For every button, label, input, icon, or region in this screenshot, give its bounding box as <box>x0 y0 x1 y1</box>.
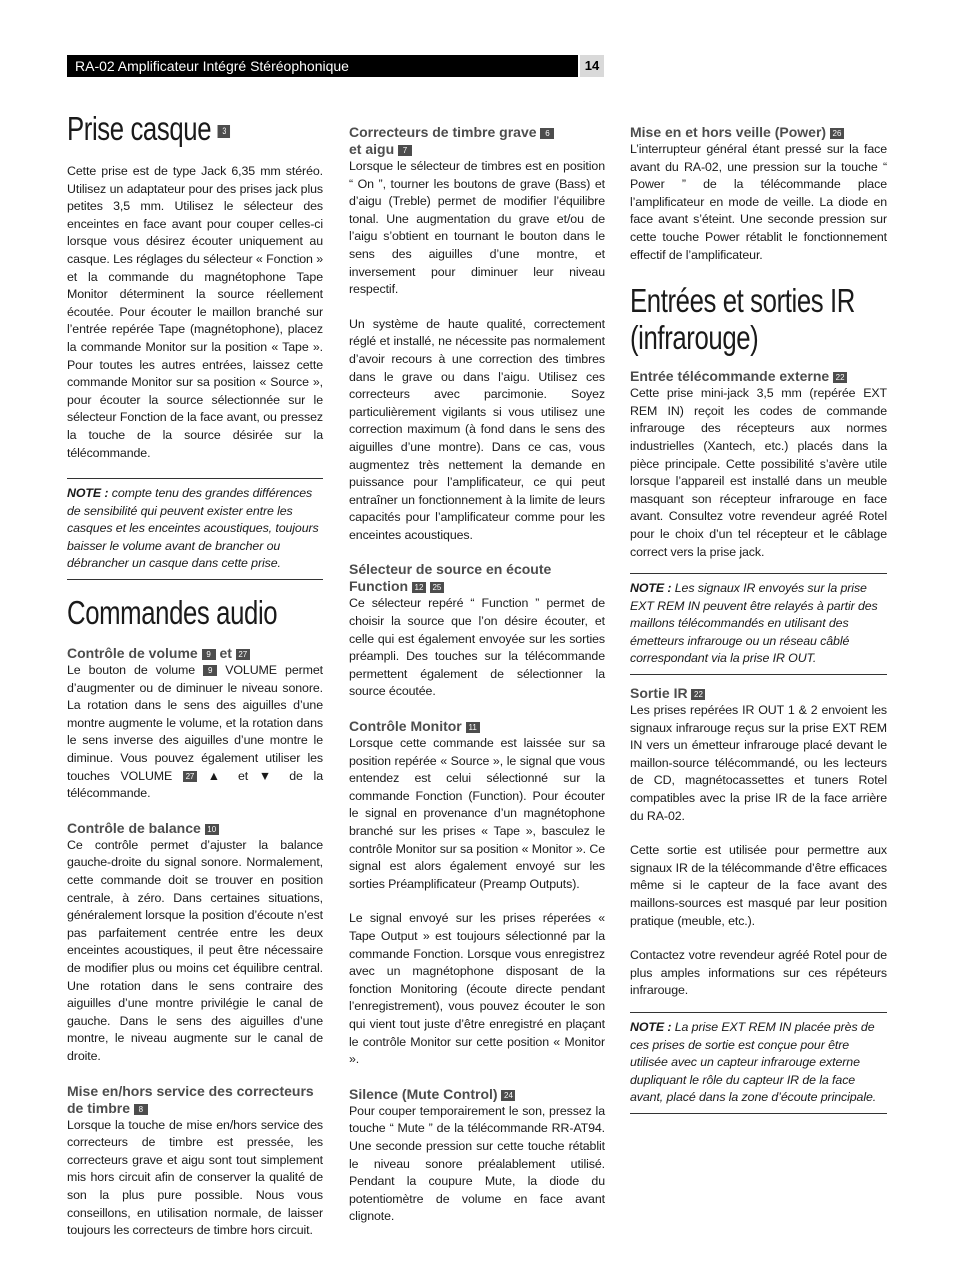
paragraph-volume: Le bouton de volume 9 VOLUME permet d’augmenter ou de diminuer le niveau sonore. La rotation dans le sens des aiguilles d’une montre augmente le volume, et la rotation dans le sens inverse des aiguilles d’une montre le diminue. Vous pouvez également utiliser les touches VOLUME 27 ▲ et ▼ de la télécommande. <box>67 663 323 801</box>
paragraph-sortie-2: Cette sortie est utilisée pour permettre aux signaux IR de la télécommande d’être efficaces même si le capteur de la face avant des maillons-sources est masqué par leur position pratique (meuble, etc.). <box>630 843 887 928</box>
subheading-balance: Contrôle de balance 10 <box>67 820 323 837</box>
ref-badge: 25 <box>430 582 444 593</box>
ref-badge: 24 <box>501 1090 515 1101</box>
column-2 <box>349 124 605 1226</box>
paragraph-sortie-3: Contactez votre revendeur agréé Rotel pour de plus amples informations sur ces répéteurs infrarouge. <box>630 948 887 998</box>
subheading-monitor: Contrôle Monitor 11 <box>349 718 605 735</box>
heading-prise-casque: Prise casque 3 <box>67 110 267 147</box>
ref-badge: 6 <box>540 128 554 139</box>
subheading-entree-telecommande: Entrée télécommande externe 22 <box>630 368 887 385</box>
paragraph-grave-2: Un système de haute qualité, correctement réglé et installé, ne nécessite pas normalement d’avoir recours à une correction des timbres dans le grave ou dans l’aigu. Utilisez ces correcteurs avec parcimonie. Soyez particulièrement vigilants si vous utilisez une correction maximum (à fond dans le sens des aiguilles d’une montre). Dans ce cas, vous augmentez très nettement la demande en puissance pour l’amplificateur, ce qui peut entraîner un fonctionnement à la limite de leurs capacités pour l’amplificateur comme pour les enceintes acoustiques. <box>349 316 605 542</box>
paragraph-selecteur: Ce sélecteur repéré “ Function ” permet de choisir la source que l’on désire écouter, et celle qui est également envoyée sur les sorties préampli. Des touches sur la télécommande permettent également de sélectionner la source écoutée. <box>349 596 605 699</box>
paragraph-entree: Cette prise mini-jack 3,5 mm (repérée EXT REM IN) reçoit les codes de commande infrarouge des récepteurs aux normes industrielles (Xantech, etc.) placés dans la pièce principale. Cette possibilité s’avère utile lorsque l’appareil est installé dans un meuble masquant son récepteur infrarouge en face avant. Consultez votre revendeur agréé Rotel pour le choix d’un tel récepteur et le câblage correct vers la prise jack. <box>630 386 887 559</box>
ref-badge: 27 <box>236 649 250 660</box>
ref-badge: 3 <box>218 125 230 138</box>
paragraph-monitor-1: Lorsque cette commande est laissée sur sa position repérée « Source », le signal que vous entendez est celui sélectionné sur la commande Fonction (Function). Pour écouter le signal en provenance d’un magnétophone branché sur les prises « Tape », basculez le contrôle Monitor sur sa position « Monitor ». Ce signal est alors également envoyé sur les sorties Préamplificateur (Preamp Outputs). <box>349 736 605 891</box>
ref-badge: 12 <box>412 582 426 593</box>
subheading-sortie-ir: Sortie IR 22 <box>630 685 887 702</box>
ref-badge: 7 <box>398 145 412 156</box>
note-label: NOTE : <box>630 581 672 596</box>
ref-badge: 9 <box>203 665 217 676</box>
ref-badge: 27 <box>183 771 197 782</box>
subheading-veille: Mise en et hors veille (Power) 26 <box>630 124 887 141</box>
subheading-selecteur: Sélecteur de source en écoute Function 12 25 <box>349 561 552 595</box>
paragraph-balance: Ce contrôle permet d’ajuster la balance gauche-droite du signal sonore. Normalement, cette commande doit se trouver en position centrale, à zéro. Dans certaines situations, généralement lorsque la position d’écoute n’est pas parfaitement centrée entre les deux enceintes acoustiques, il peut être nécessaire de modifier plus ou moins cet équilibre central. Une rotation dans le sens contraire des aiguilles d’une montre privilégie le canal de gauche. Dans le sens des aiguilles d’une montre, le niveau augmente sur le canal de droite. <box>67 837 323 1063</box>
ref-badge: 9 <box>202 649 216 660</box>
page-header <box>67 55 604 77</box>
note-ir <box>630 573 887 675</box>
subheading-silence: Silence (Mute Control) 24 <box>349 1086 605 1103</box>
heading-entrees-sorties-ir: Entrées et sorties IR (infrarouge) <box>630 282 855 357</box>
paragraph-veille: L’interrupteur général étant pressé sur la face avant du RA-02, une pression sur la touche “ Power ” de la télécommande place l’amplificateur en mode de veille. La diode en face avant s’éteint. Une seconde pression sur cette touche Power rétablit le fonctionnement effectif de l’amplificateur. <box>630 142 887 262</box>
ref-badge: 10 <box>205 824 219 835</box>
ref-badge: 26 <box>830 128 844 139</box>
ref-badge: 11 <box>466 722 480 733</box>
paragraph-grave-1: Lorsque le sélecteur de timbres est en position “ On ”, tourner les boutons de grave (Bass) et d’aigu (Treble) permet de modifier l’équilibre tonal. Une augmentation du grave et/ou de l’aigu s’obtient en tournant le bouton dans le sens des aiguilles d’une montre, et inversement pour diminuer leur niveau respectif. <box>349 159 605 297</box>
ref-badge: 22 <box>833 372 847 383</box>
ref-badge: 22 <box>691 689 705 700</box>
subheading-mise-service: Mise en/hors service des correcteurs de timbre 8 <box>67 1082 314 1116</box>
heading-commandes-audio: Commandes audio <box>67 594 278 632</box>
column-1 <box>67 110 323 1240</box>
paragraph-mise-service: Lorsque la touche de mise en/hors service des correcteurs de timbre est pressée, les correcteurs grave et aigu sont tout simplement mis hors circuit afin de conserver la qualité de son la plus pure possible. Nous vous conseillons, en utilisation normale, de laisser toujours les correcteurs de timbre hors circuit. <box>67 1117 323 1238</box>
note-text: compte tenu des grandes différences de sensibilité qui peuvent exister entre les casques et les enceintes acoustiques, toujours baisser le volume avant de brancher ou débrancher un casque dans cette prise. <box>67 486 319 571</box>
note-text: Les signaux IR envoyés sur la prise EXT REM IN peuvent être relayés à partir des maillons télécommandés en utilisant des émetteurs infrarouge ou un réseau câblé correspondant via la prise IR OUT. <box>630 581 878 666</box>
note-ext-rem <box>630 1012 887 1114</box>
note-casque <box>67 478 323 580</box>
note-label: NOTE : <box>630 1019 672 1034</box>
paragraph-monitor-2: Le signal envoyé sur les prises réperées « Tape Output » est toujours sélectionné par la commande Fonction. Lorsque vous enregistrez avec un magnétophone disposant de la fonction Monitoring (écoute directe pendant l’enregistrement), vous pouvez écouter le son qui vient tout juste d’être enregistré en plaçant le contrôle Monitor sur cette position « Monitor ». <box>349 911 605 1067</box>
column-3 <box>630 124 887 1114</box>
paragraph-prise: Cette prise est de type Jack 6,35 mm stéréo. Utilisez un adaptateur pour des prises jack plus petites 3,5 mm. Utilisez le sélecteur des enceintes en face avant pour couper celles-ci lorsque vous désirez écouter uniquement au casque. Les réglages du sélecteur « Fonction » et la commande du magnétophone Tape Monitor déterminent la source réellement écoutée. Pour écouter le maillon branché sur l’entrée repérée Tape (magnétophone), placez la commande Monitor sur la position « Tape ». Pour toutes les autres entrées, laissez cette commande Monitor sur sa position « Source », pour écouter la source sélectionnée sur le sélecteur Fonction de la face avant, ou pressez la touche de la source désirée sur la télécommande. <box>67 164 323 460</box>
header-title: RA-02 Amplificateur Intégré Stéréophonique <box>67 55 578 77</box>
subheading-grave-aigu: Correcteurs de timbre grave 6 et aigu 7 <box>349 124 605 158</box>
ref-badge: 8 <box>134 1104 148 1115</box>
paragraph-sortie-1: Les prises repérées IR OUT 1 & 2 envoient les signaux infrarouge reçus sur la prise EXT REM IN vers un émetteur infrarouge placé devant le maillon-source télécommandé, ou les lecteurs de CD, magnétocassettes et tuners Rotel compatibles avec la prise IR de la face arrière du RA-02. <box>630 703 887 823</box>
page-number: 14 <box>580 55 604 77</box>
paragraph-silence: Pour couper temporairement le son, pressez la touche “ Mute ” de la télécommande RR-AT94. Une seconde pression sur cette touche rétablit le niveau sonore préalablement utilisé. Pendant la coupure Mute, la diode du potentiomètre de volume en face avant clignote. <box>349 1103 605 1224</box>
subheading-volume: Contrôle de volume 9 et 27 <box>67 645 323 662</box>
note-label: NOTE : <box>67 486 109 501</box>
note-text: La prise EXT REM IN placée près de ces prises de sortie est conçue pour être utilisée avec un capteur infrarouge externe dupliquant le rôle du capteur IR de la face avant, placé dans la zone d’écoute principale. <box>630 1019 877 1105</box>
